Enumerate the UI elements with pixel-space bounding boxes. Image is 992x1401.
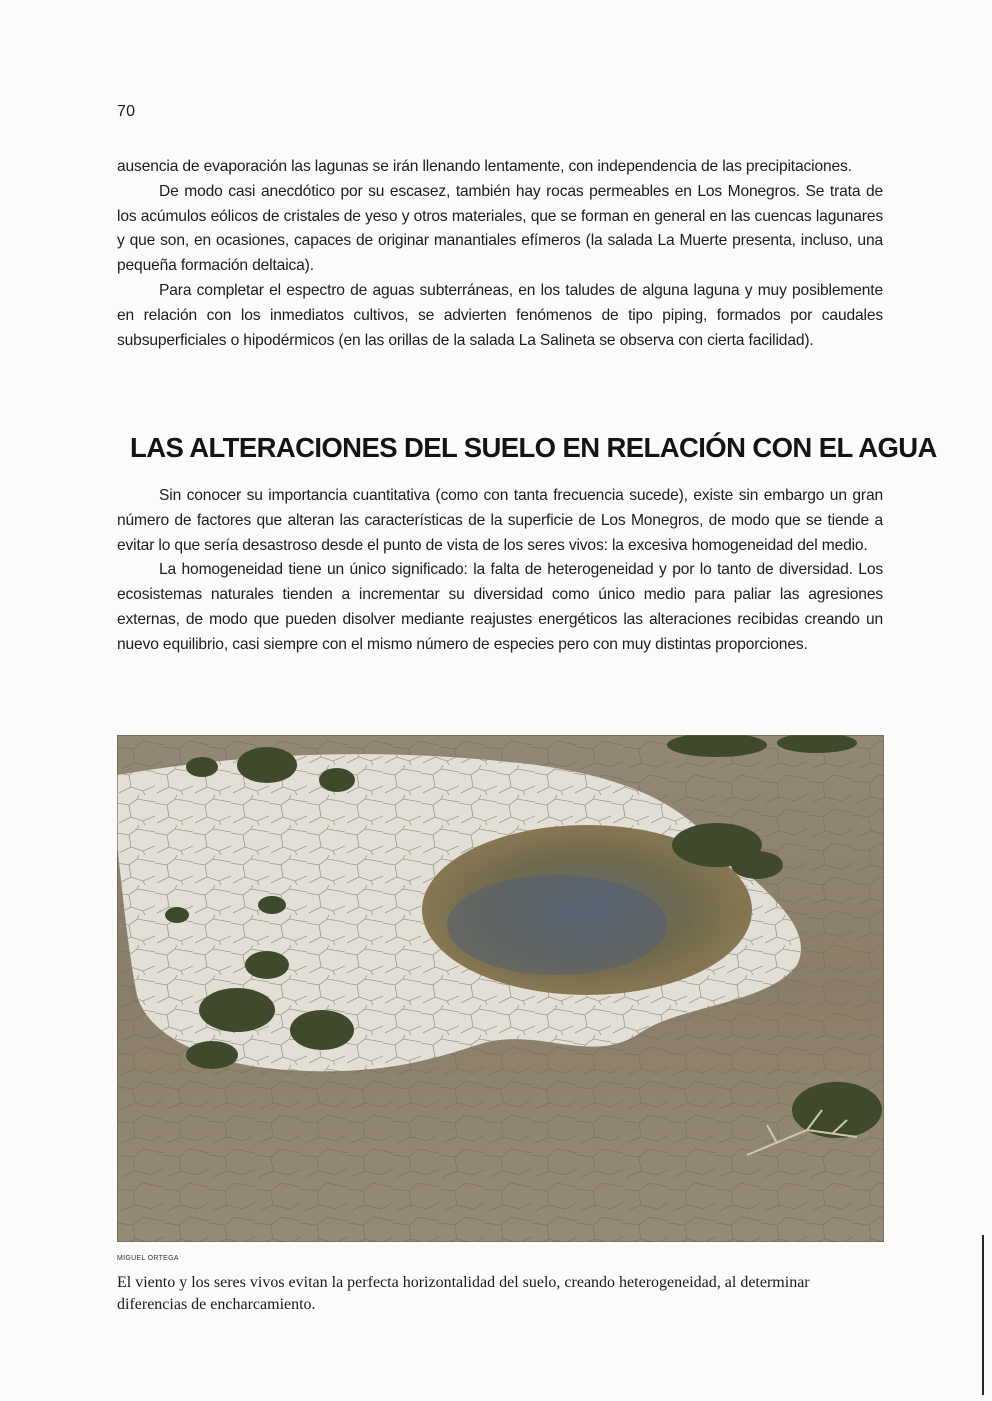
paragraph: De modo casi anecdótico por su escasez, también hay rocas permeables en Los Monegros. Se trata de los acúmulos eólicos de cristales de yeso y otros materiales, que se forman en general en las cuencas lagunares y que son, en ocasiones, capaces de originar manantiales efímeros (la salada La Muerte presenta, incluso, una pequeña formación deltaica). [117,182,883,275]
paragraph: ausencia de evaporación las lagunas se irán llenando lentamente, con independencia de las precipitaciones. [117,158,852,175]
paragraph: Para completar el espectro de aguas subterráneas, en los taludes de alguna laguna y muy posiblemente en relación con los inmediatos cultivos, se advierten fenómenos de tipo piping, formados por caudales subsuperficiales o hipodérmicos (en las orillas de la salada La Salineta se observa con cierta facilidad). [117,281,883,349]
margin-rule [982,1235,984,1395]
landscape-photo [117,735,884,1242]
page-number: 70 [117,103,136,120]
photo-credit: MIGUEL ORTEGA [117,1255,179,1262]
section-heading: LAS ALTERACIONES DEL SUELO EN RELACIÓN CON EL AGUA [130,432,937,463]
figure-caption: El viento y los seres vivos evitan la perfecta horizontalidad del suelo, creando heterogeneidad, al determinar diferencias de encharcamiento. [117,1274,810,1313]
paragraph: La homogeneidad tiene un único significado: la falta de heterogeneidad y por lo tanto de diversidad. Los ecosistemas naturales tienden a incrementar su diversidad como único medio para paliar las agresiones externas, de modo que pueden disolver mediante reajustes energéticos las alteraciones recibidas creando un nuevo equilibrio, casi siempre con el mismo número de especies pero con muy distintas proporciones. [117,561,883,653]
intro-text-block [117,155,883,353]
paragraph: Sin conocer su importancia cuantitativa (como con tanta frecuencia sucede), existe sin embargo un gran número de factores que alteran las características de la superficie de Los Monegros, de modo que se tiende a evitar lo que sería desastroso desde el punto de vista de los seres vivos: la excesiva homogeneidad del medio. [117,487,883,554]
section-text-block [117,484,883,658]
